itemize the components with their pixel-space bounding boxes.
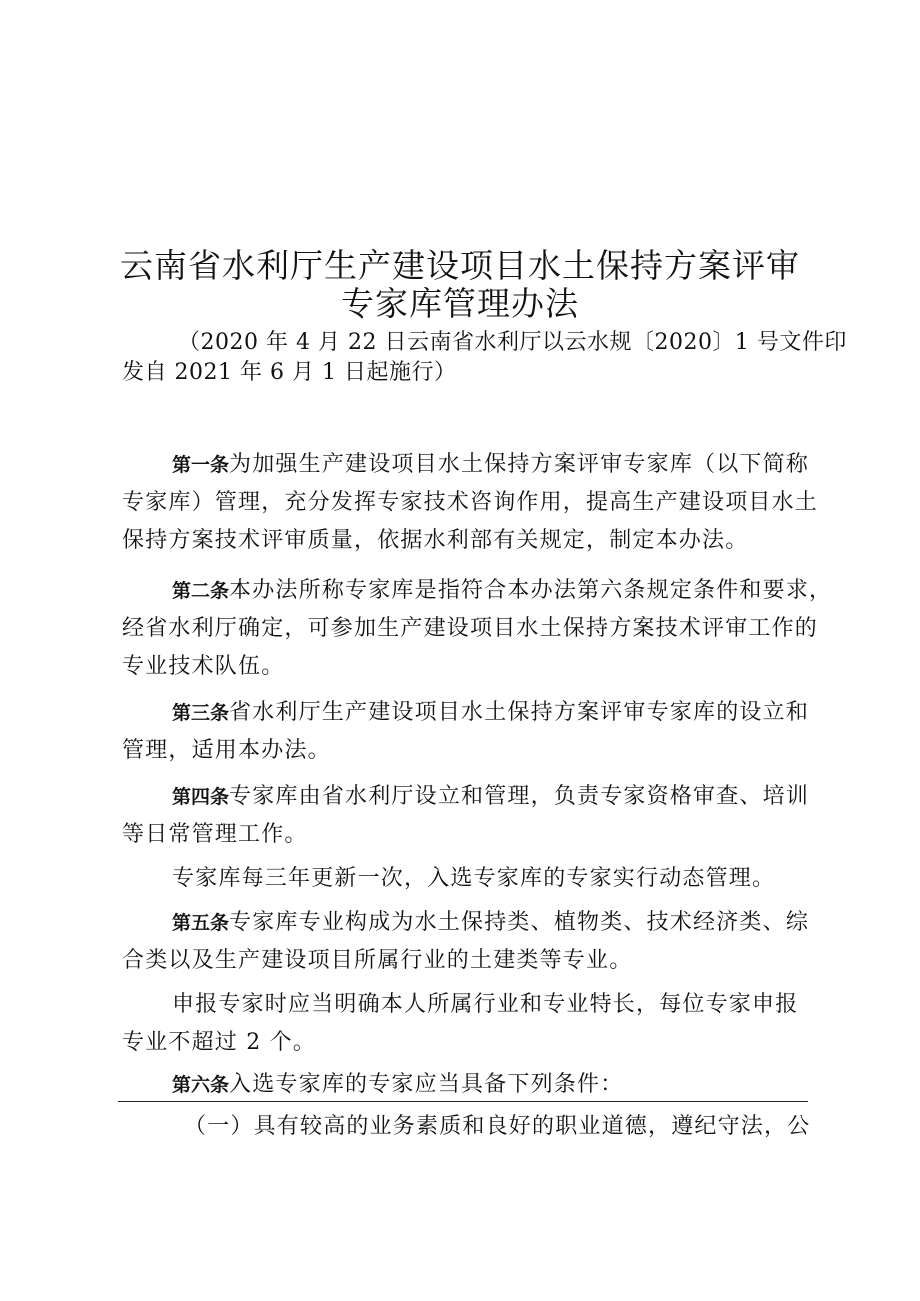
article-1-line-2: 专家库）管理，充分发挥专家技术咨询作用，提高生产建设项目水土 xyxy=(122,490,819,515)
article-6-line-1 xyxy=(122,1066,812,1104)
article-2-line-2: 经省水利厅确定，可参加生产建设项目水土保持方案技术评审工作的 xyxy=(122,616,819,641)
article-1 xyxy=(122,446,819,560)
article-6-text-1: 入选专家库的专家应当具备下列条件： xyxy=(229,1072,624,1097)
article-5 xyxy=(122,904,812,1062)
article-1-text-1: 为加强生产建设项目水土保持方案评审专家库（以下简称 xyxy=(229,452,810,477)
document-title-line-2: 专家库管理办法 xyxy=(341,284,579,323)
article-1-label: 第一条 xyxy=(172,454,230,476)
article-2-line-1 xyxy=(122,572,833,610)
article-3-label: 第三条 xyxy=(172,702,230,724)
article-5-label: 第五条 xyxy=(172,912,230,934)
article-3-line-2: 管理，适用本办法。 xyxy=(122,738,331,763)
article-5-text-1: 专家库专业构成为水土保持类、植物类、技术经济类、综 xyxy=(229,910,810,935)
document-subtitle-line-1: （2020 年 4 月 22 日云南省水利厅以云水规〔2020〕1 号文件印 xyxy=(178,330,847,355)
article-1-line-3: 保持方案技术评审质量，依据水利部有关规定，制定本办法。 xyxy=(122,528,749,553)
article-5-paragraph-2-line-1: 申报专家时应当明确本人所属行业和专业特长，每位专家申报 xyxy=(172,992,799,1017)
article-3-text-1: 省水利厅生产建设项目水土保持方案评审专家库的设立和 xyxy=(229,700,810,725)
article-6-label: 第六条 xyxy=(172,1074,230,1096)
article-6-items xyxy=(122,1108,812,1146)
article-1-line-1 xyxy=(122,446,812,484)
article-4 xyxy=(122,778,812,898)
document-title-line-1: 云南省水利厅生产建设项目水土保持方案评审 xyxy=(120,246,800,285)
article-4-text-1: 专家库由省水利厅设立和管理，负责专家资格审查、培训 xyxy=(229,784,810,809)
article-5-line-1 xyxy=(122,904,812,942)
article-4-line-2: 等日常管理工作。 xyxy=(122,822,308,847)
article-5-line-2: 合类以及生产建设项目所属行业的土建类等专业。 xyxy=(122,948,633,973)
article-2 xyxy=(122,572,833,686)
article-3-line-1 xyxy=(122,694,812,732)
article-5-paragraph-2-line-2: 专业不超过 2 个。 xyxy=(122,1030,316,1055)
article-4-label: 第四条 xyxy=(172,786,230,808)
article-6 xyxy=(122,1066,812,1104)
article-2-text-1: 本办法所称专家库是指符合本办法第六条规定条件和要求， xyxy=(229,578,833,603)
article-6-item-1: （一）具有较高的业务素质和良好的职业道德，遵纪守法，公 xyxy=(184,1114,811,1139)
article-3 xyxy=(122,694,812,770)
article-2-line-3: 专业技术队伍。 xyxy=(122,654,285,679)
article-2-label: 第二条 xyxy=(172,580,230,602)
article-4-paragraph-2: 专家库每三年更新一次，入选专家库的专家实行动态管理。 xyxy=(172,866,776,891)
horizontal-rule xyxy=(118,1101,808,1102)
document-subtitle-line-2: 发自 2021 年 6 月 1 日起施行） xyxy=(122,360,457,385)
article-4-line-1 xyxy=(122,778,812,816)
